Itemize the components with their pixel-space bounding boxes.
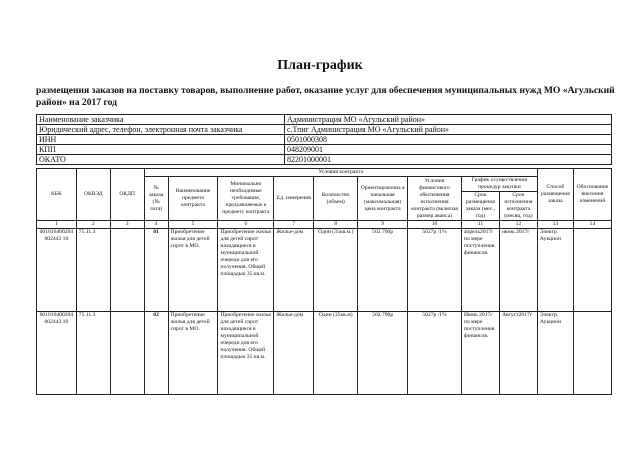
cell-execution-term: Август2017г xyxy=(499,312,537,395)
cell-quantity: Один (35кв.м) xyxy=(314,312,358,395)
cell-okved: 75.11.3 xyxy=(76,312,110,395)
info-label: Юридический адрес, телефон, электронная почта заказчика xyxy=(37,125,285,135)
cell-lot: 02 xyxy=(144,312,168,395)
column-number: 13 xyxy=(537,221,573,229)
column-number: 8 xyxy=(314,221,358,229)
cell-finance: 5027р /1% xyxy=(408,229,462,312)
column-number: 5 xyxy=(168,221,218,229)
cell-quantity: Один (35кв.м.) xyxy=(314,229,358,312)
info-row xyxy=(37,155,612,165)
header-kbk: КБК xyxy=(37,169,77,221)
column-number: 1 xyxy=(37,221,77,229)
cell-subject: Приобретение жилья для детей сирот в МО. xyxy=(168,312,218,395)
info-label: ОКАТО xyxy=(37,155,285,165)
header-schedule: График осуществления процедур закупки xyxy=(461,177,537,192)
header-placement-term: Срок размещения заказа (мес., год) xyxy=(461,192,499,221)
info-value: с.Тпиг Администрация МО «Агульский район» xyxy=(285,125,612,135)
cell-requirements: Приобретение жилья для детей сирот находящиеся в муниципальной очереди для его получения. Общей площадью 35 кв.м. xyxy=(218,312,274,395)
customer-info-table xyxy=(36,114,612,165)
column-number: 12 xyxy=(499,221,537,229)
header-price: Ориентировочна я начальная (максимальная) цена контракта xyxy=(358,177,408,221)
cell-kbk: 001010400204002443 10 xyxy=(37,229,77,312)
header-finance: Условия финансового обеспечения исполнения контракта (включая размер аванса) xyxy=(408,177,462,221)
cell-subject: Приобретение жилья для детей сирот в МО. xyxy=(168,229,218,312)
header-okdp: ОКДП xyxy=(110,169,144,221)
column-number-row xyxy=(37,221,612,229)
info-value: 82201000001 xyxy=(285,155,612,165)
info-row xyxy=(37,135,612,145)
cell-okdp xyxy=(110,229,144,312)
column-number: 10 xyxy=(408,221,462,229)
page-subtitle: размещения заказов на поставку товаров, выполнение работ, оказание услуг для обеспечения муниципальных нужд МО «Агульский район» на 2017 год xyxy=(36,85,615,108)
info-value: 0501000308 xyxy=(285,135,612,145)
info-label: ИНН xyxy=(37,135,285,145)
header-unit: Ед. измерения xyxy=(274,177,314,221)
cell-placement-term: Июнь 2017г по мере поступления финансов. xyxy=(461,312,499,395)
info-label: Наименование заказчика xyxy=(37,115,285,125)
cell-lot: 01 xyxy=(144,229,168,312)
cell-execution-term: июнь 2017г xyxy=(499,229,537,312)
cell-placement-term: апрель2017г по мере поступления финансов. xyxy=(461,229,499,312)
cell-method: Электр. Аукцион xyxy=(537,312,573,395)
schedule-table xyxy=(36,168,612,395)
table-row xyxy=(37,229,612,312)
cell-okved: 75.11.3 xyxy=(76,229,110,312)
info-value: 048209001 xyxy=(285,145,612,155)
cell-justification xyxy=(573,312,611,395)
header-justification: Обоснование внесения изменений xyxy=(573,169,611,221)
page-title: План-график xyxy=(277,58,363,73)
cell-unit: Жилье-дом xyxy=(274,312,314,395)
column-number: 9 xyxy=(358,221,408,229)
column-number: 6 xyxy=(218,221,274,229)
header-lot: № заказа (№ лота) xyxy=(144,177,168,221)
cell-finance: 5027р /1% xyxy=(408,312,462,395)
header-contract-terms: Условия контракта xyxy=(144,169,537,177)
cell-price: 502 700р xyxy=(358,229,408,312)
cell-requirements: Приобретение жилья для детей сирот находящиеся в муниципальной очереди для его получения. Общей площадью 35 кв.м. xyxy=(218,229,274,312)
header-execution-term: Срок исполнения контракта (месяц, год) xyxy=(499,192,537,221)
header-quantity: Количество (объем) xyxy=(314,177,358,221)
header-requirements: Минимально необходимые требования, предъявляемые к предмету контракта xyxy=(218,177,274,221)
info-label: КПП xyxy=(37,145,285,155)
header-subject: Наименование предмета контракта xyxy=(168,177,218,221)
cell-kbk: 001010400204002443 10 xyxy=(37,312,77,395)
cell-justification xyxy=(573,229,611,312)
cell-okdp xyxy=(110,312,144,395)
info-value: Администрация МО «Агульский район» xyxy=(285,115,612,125)
info-row xyxy=(37,115,612,125)
cell-price: 502 700р xyxy=(358,312,408,395)
cell-method: Электр. Аукцион xyxy=(537,229,573,312)
info-row xyxy=(37,125,612,135)
info-row xyxy=(37,145,612,155)
column-number: 7 xyxy=(274,221,314,229)
header-okved: ОКВЭД xyxy=(76,169,110,221)
column-number: 2 xyxy=(76,221,110,229)
header-method: Способ размещения заказа xyxy=(537,169,573,221)
cell-unit: Жилье-дом xyxy=(274,229,314,312)
column-number: 3 xyxy=(110,221,144,229)
column-number: 14 xyxy=(573,221,611,229)
column-number: 11 xyxy=(461,221,499,229)
table-row xyxy=(37,312,612,395)
column-number: 4 xyxy=(144,221,168,229)
